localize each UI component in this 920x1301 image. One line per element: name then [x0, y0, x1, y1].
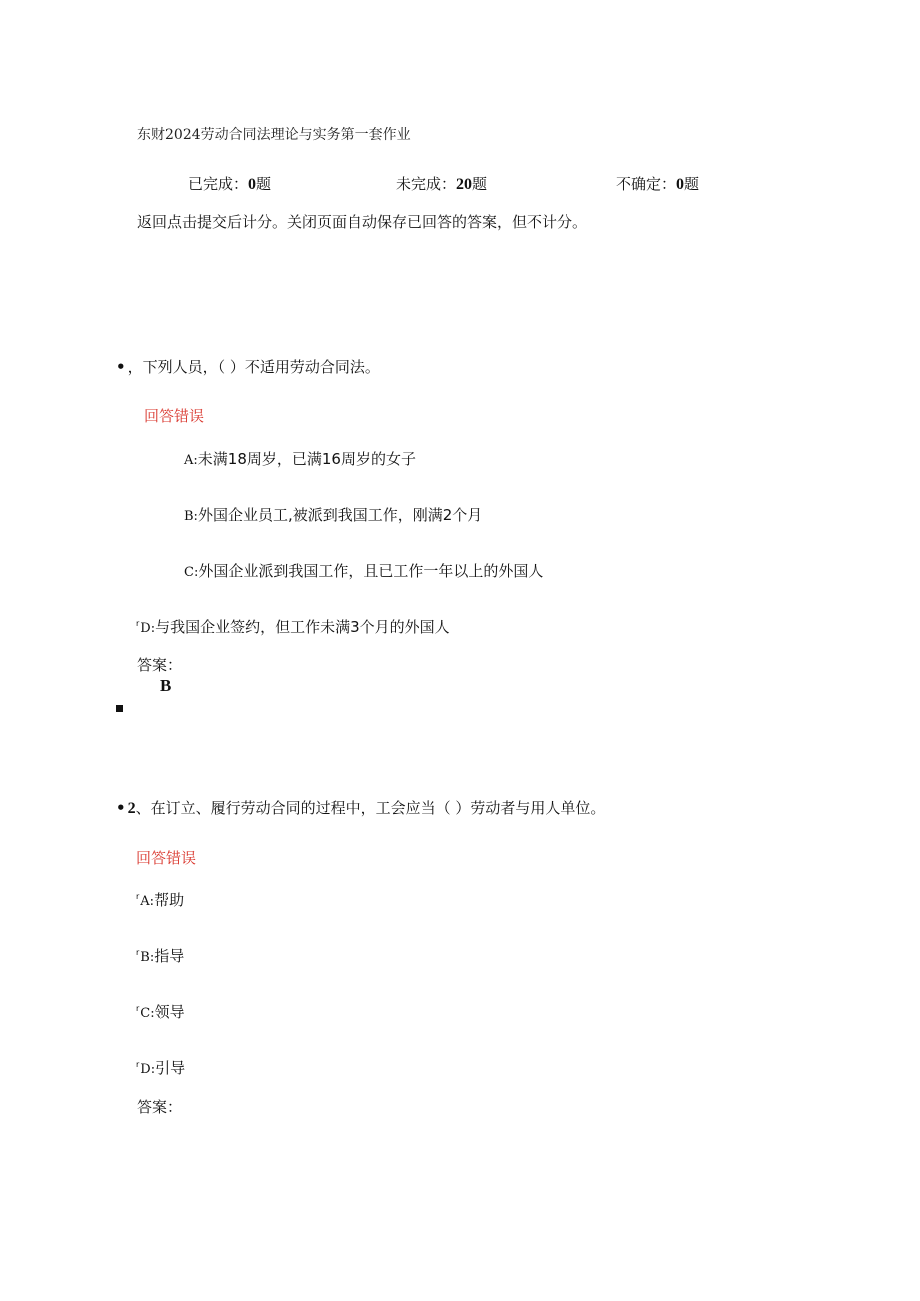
question-number: 2 — [127, 800, 136, 817]
radio-icon[interactable]: r — [136, 892, 140, 901]
option-key: D: — [140, 1062, 156, 1077]
uncompleted-value: 20 — [456, 176, 473, 193]
uncertain-count — [616, 173, 699, 194]
page-title: 东财2024劳动合同法理论与实务第一套作业 — [137, 127, 411, 143]
question-2-answer-label: 答案： — [137, 1098, 183, 1116]
option-text: 外国企业派到我国工作，且已工作一年以上的外国人 — [198, 562, 544, 580]
question-1-option-b[interactable] — [184, 504, 482, 525]
question-2-status: 回答错误 — [136, 849, 197, 867]
uncertain-value: 0 — [676, 176, 685, 193]
uncertain-label: 不确定： — [616, 175, 677, 193]
question-bullet: • — [116, 358, 126, 376]
question-1-answer-value: B — [160, 676, 172, 695]
question-2-option-a[interactable] — [136, 889, 184, 910]
question-1-option-c[interactable] — [184, 560, 543, 581]
question-text: ，下列人员，（ ）不适用劳动合同法。 — [127, 358, 380, 376]
uncompleted-label: 未完成： — [396, 175, 457, 193]
question-2-stem — [116, 797, 605, 818]
option-key: A: — [140, 894, 155, 909]
option-text: 与我国企业签约，但工作未满3个月的外国人 — [155, 618, 450, 636]
radio-icon[interactable]: r — [136, 948, 140, 957]
radio-icon[interactable]: r — [136, 1004, 140, 1013]
option-key: C: — [184, 565, 199, 580]
completed-unit: 题 — [256, 175, 272, 193]
question-1-answer-label: 答案： — [137, 656, 183, 674]
option-text: 指导 — [154, 947, 185, 965]
option-text: 引导 — [155, 1059, 186, 1077]
question-1-option-a[interactable] — [184, 448, 416, 469]
option-key: C: — [140, 1006, 155, 1021]
question-2-option-c[interactable] — [136, 1001, 185, 1022]
uncompleted-unit: 题 — [472, 175, 488, 193]
option-key: B: — [184, 509, 198, 524]
option-key: B: — [140, 950, 155, 965]
question-1-option-d[interactable] — [136, 616, 450, 637]
question-1-stem — [116, 356, 380, 377]
completed-value: 0 — [248, 176, 257, 193]
question-bullet: • — [116, 799, 126, 817]
question-2-option-d[interactable] — [136, 1057, 185, 1078]
radio-icon[interactable]: r — [136, 619, 140, 628]
completed-label: 已完成： — [188, 175, 249, 193]
completed-count — [188, 173, 271, 194]
question-2-option-b[interactable] — [136, 945, 184, 966]
option-text: 未满18周岁，已满16周岁的女子 — [197, 450, 416, 468]
option-key: A: — [184, 453, 198, 468]
submit-notice: 返回点击提交后计分。关闭页面自动保存已回答的答案，但不计分。 — [137, 213, 588, 231]
square-bullet-icon — [116, 705, 123, 712]
radio-icon[interactable]: r — [136, 1060, 140, 1069]
uncertain-unit: 题 — [684, 175, 700, 193]
option-text: 外国企业员工,被派到我国工作，刚满2个月 — [197, 506, 483, 524]
uncompleted-count — [396, 173, 487, 194]
option-key: D: — [140, 621, 156, 636]
question-text: 、在订立、履行劳动合同的过程中，工会应当（ ）劳动者与用人单位。 — [135, 799, 606, 817]
option-text: 领导 — [154, 1003, 185, 1021]
option-text: 帮助 — [154, 891, 185, 909]
question-1-status: 回答错误 — [144, 407, 205, 425]
